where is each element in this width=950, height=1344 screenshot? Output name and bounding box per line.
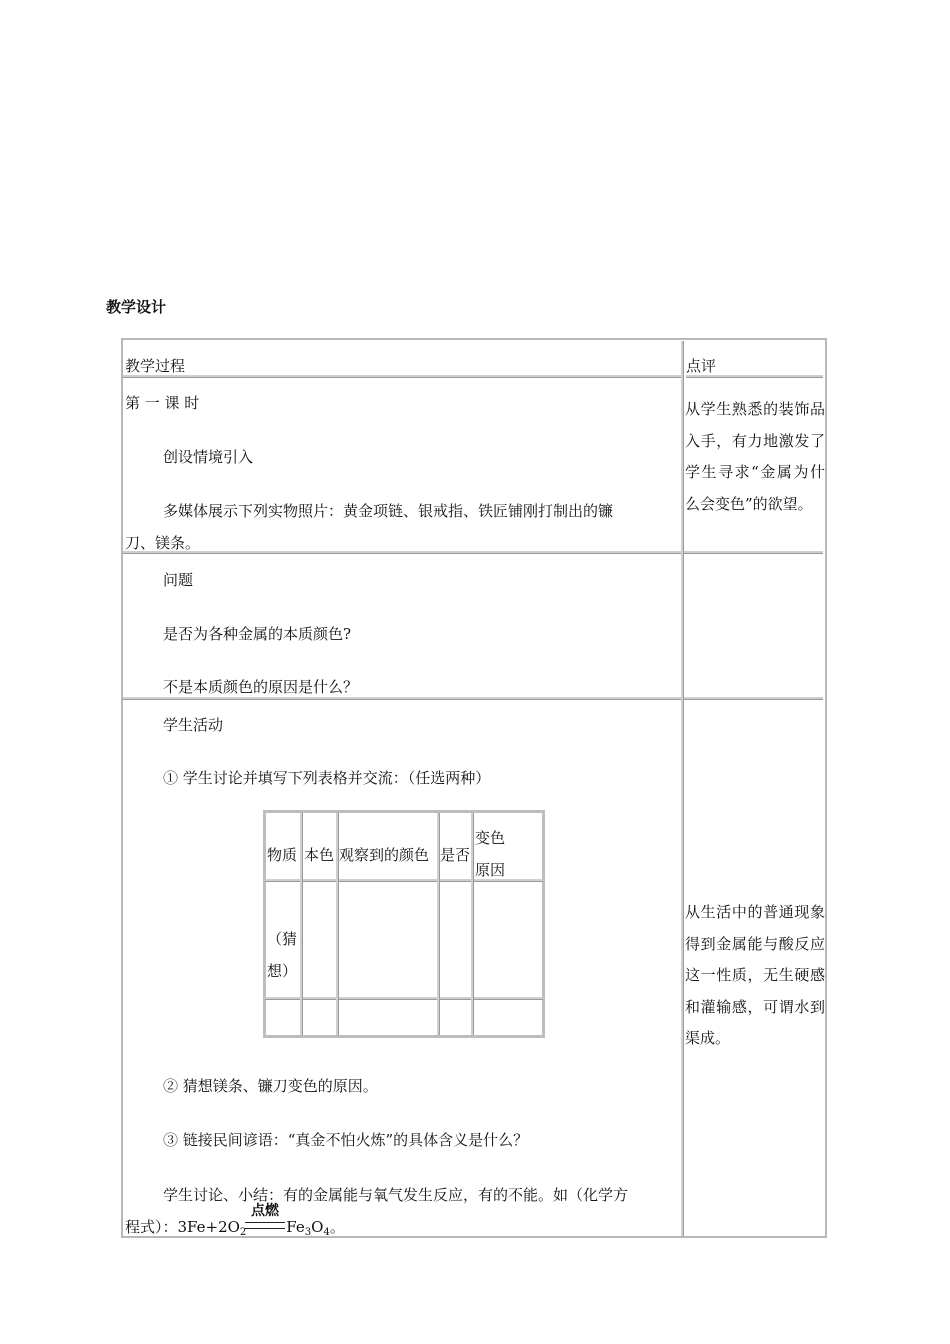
reaction-equals-sign — [245, 1222, 285, 1229]
formula-product-o: O — [311, 1218, 324, 1236]
observation-header-original-color: 本色 — [304, 846, 335, 864]
question-2: 不是本质颜色的原因是什么？ — [163, 678, 359, 696]
observation-row-label-line2: 想） — [267, 962, 298, 980]
observation-column-divider — [471, 813, 474, 1035]
formula-reactants: 程式）：3Fe+2O — [125, 1218, 240, 1236]
formula-o2-subscript: 2 — [239, 1227, 247, 1238]
observation-column-divider — [300, 813, 303, 1035]
table-row-divider — [123, 697, 823, 700]
formula-fe-subscript: 3 — [304, 1227, 312, 1238]
lesson-label: 第 一 课 时 — [125, 394, 200, 412]
header-process: 教学过程 — [125, 357, 186, 375]
formula-product-fe: Fe — [286, 1218, 305, 1236]
observation-header-reason-line1: 变色 — [475, 829, 506, 847]
activity-heading: 学生活动 — [163, 716, 224, 734]
comment-1: 从学生熟悉的装饰品入手，有力地激发了学生寻求“金属为什么会变色”的欲望。 — [685, 400, 825, 513]
observation-header-substance: 物质 — [267, 846, 298, 864]
summary-line-2 — [125, 1217, 345, 1243]
observation-header-whether: 是否 — [440, 846, 471, 864]
activity-step-2: ② 猜想镁条、镰刀变色的原因。 — [163, 1077, 378, 1095]
activity-step-1: ① 学生讨论并填写下列表格并交流：（任选两种） — [163, 769, 491, 787]
comment-3: 从生活中的普通现象得到金属能与酸反应这一性质，无生硬感和灌输感，可谓水到渠成。 — [685, 903, 825, 1047]
header-comment: 点评 — [686, 357, 717, 375]
media-line-2: 刀、镁条。 — [125, 534, 201, 552]
observation-header-observed-color: 观察到的颜色 — [339, 846, 430, 864]
question-1: 是否为各种金属的本质颜色? — [163, 625, 352, 643]
table-row-divider — [123, 375, 683, 378]
section-subtitle: 创设情境引入 — [163, 448, 254, 466]
media-line-1: 多媒体展示下列实物照片：黄金项链、银戒指、铁匠铺刚打制出的镰 — [163, 502, 614, 520]
formula-o4-subscript: 4 — [323, 1227, 330, 1238]
activity-step-3: ③ 链接民间谚语：“真金不怕火炼”的具体含义是什么？ — [163, 1131, 529, 1149]
observation-row-divider — [265, 997, 543, 1000]
table-column-divider — [681, 341, 684, 1236]
table-row-divider — [123, 551, 823, 554]
observation-row-label-line1: （猜 — [267, 930, 298, 948]
observation-header-reason-line2: 原因 — [475, 861, 506, 879]
document-title: 教学设计 — [106, 298, 167, 316]
summary-line-1: 学生讨论、小结：有的金属能与氧气发生反应，有的不能。如（化学方 — [163, 1186, 629, 1204]
reaction-condition: 点燃 — [251, 1203, 279, 1219]
formula-end: 。 — [329, 1218, 345, 1236]
question-heading: 问题 — [163, 571, 194, 589]
